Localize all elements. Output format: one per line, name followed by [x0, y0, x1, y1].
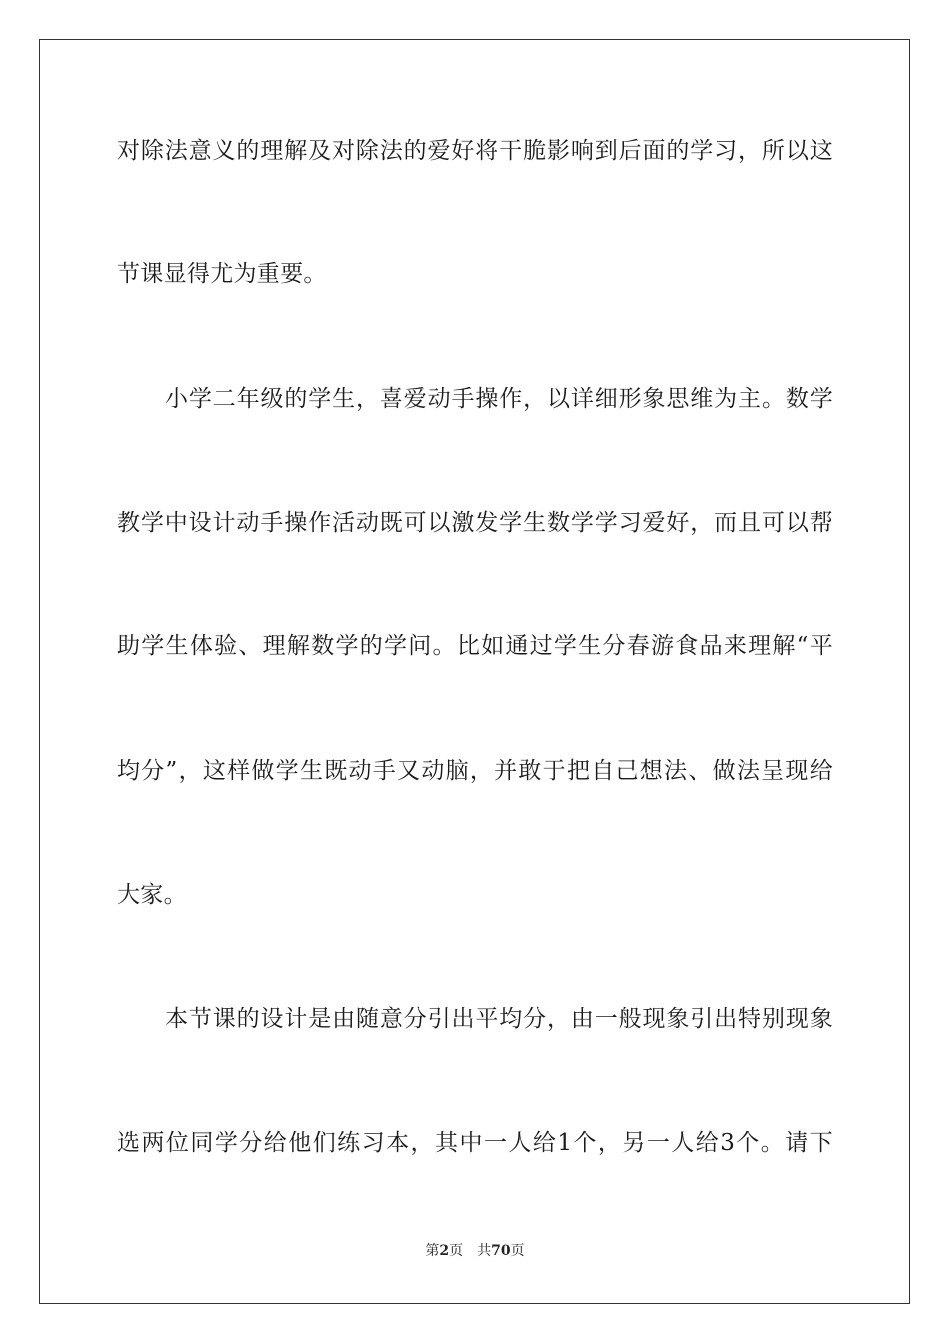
footer-page-number: 2 [439, 1243, 450, 1259]
text-line-1: 对除法意义的理解及对除法的爱好将干脆影响到后面的学习，所以这 [117, 138, 833, 164]
footer-total-prefix: 共 [477, 1243, 492, 1259]
text-line-4: 教学中设计动手操作活动既可以激发学生数学学习爱好，而且可以帮 [117, 510, 833, 536]
footer-page-suffix: 页 [449, 1243, 464, 1259]
text-line-3: 小学二年级的学生，喜爱动手操作，以详细形象思维为主。数学 [165, 386, 833, 412]
text-line-7: 大家。 [117, 882, 187, 908]
page-border [39, 39, 910, 1304]
footer-total-pages: 70 [491, 1243, 511, 1259]
text-line-8: 本节课的设计是由随意分引出平均分，由一般现象引出特别现象 [165, 1006, 833, 1032]
text-line-9: 选两位同学分给他们练习本，其中一人给1个，另一人给3个。请下 [117, 1130, 833, 1156]
footer-total-suffix: 页 [510, 1243, 525, 1259]
footer-page-prefix: 第 [425, 1243, 440, 1259]
text-line-5: 助学生体验、理解数学的学问。比如通过学生分春游食品来理解“平 [117, 633, 833, 659]
text-line-2: 节课显得尤为重要。 [117, 261, 327, 287]
text-line-6: 均分”，这样做学生既动手又动脑，并敢于把自己想法、做法呈现给 [117, 758, 833, 784]
page-footer [0, 1241, 950, 1261]
